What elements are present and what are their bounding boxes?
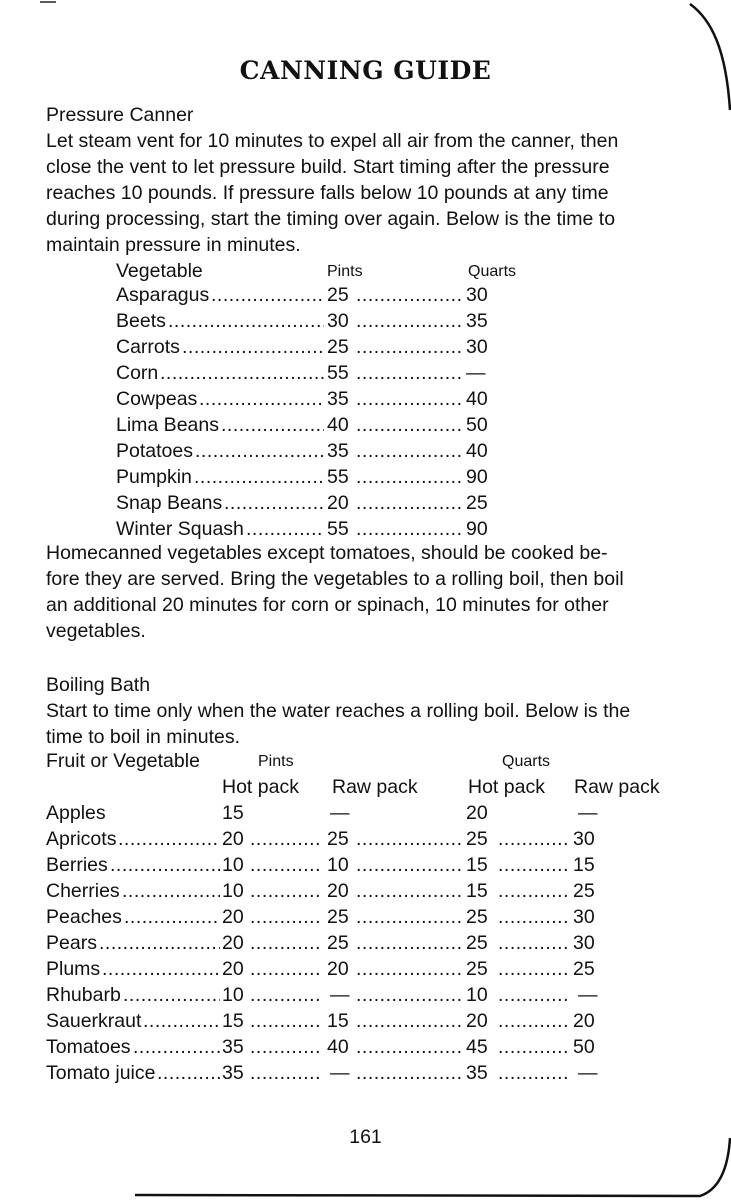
item-name: Pears xyxy=(46,932,97,954)
pints-hot-pack: 20 xyxy=(222,932,244,954)
leader-dots xyxy=(224,490,324,516)
item-name: Peaches xyxy=(46,906,122,928)
table-row xyxy=(0,1008,731,1034)
leader-dots xyxy=(356,360,464,386)
item-name: Plums xyxy=(46,958,101,980)
page-title: CANNING GUIDE xyxy=(239,56,492,85)
leader-dots xyxy=(250,956,320,982)
leader-dots xyxy=(250,878,320,904)
column-header-pints: Pints xyxy=(327,263,363,280)
item-name: Apricots xyxy=(46,828,117,850)
leader-dots xyxy=(356,904,464,930)
page-number: 161 xyxy=(349,1126,382,1148)
pints-hot-pack: 10 xyxy=(222,984,244,1006)
leader-dots xyxy=(182,334,324,360)
leader-dots xyxy=(356,930,464,956)
leader-dots xyxy=(157,1060,220,1086)
instruction-line: Let steam vent for 10 minutes to expel all air from the canner, then xyxy=(46,130,619,152)
quarts-hot-pack: 20 xyxy=(466,802,488,824)
leader-dots xyxy=(211,282,324,308)
note-line: fore they are served. Bring the vegetables to a rolling boil, then boil xyxy=(46,568,624,590)
pints-minutes: 55 xyxy=(327,362,349,384)
instruction-line: time to boil in minutes. xyxy=(46,726,241,748)
pints-hot-pack: 20 xyxy=(222,906,244,928)
instruction-line: close the vent to let pressure build. Start timing after the pressure xyxy=(46,156,610,178)
leader-dots xyxy=(250,1034,320,1060)
table-row xyxy=(0,982,731,1008)
quarts-hot-pack: 15 xyxy=(466,880,488,902)
pints-raw-pack: 25 xyxy=(327,906,349,928)
quarts-minutes: 40 xyxy=(466,440,488,462)
leader-dots xyxy=(160,360,324,386)
table-row xyxy=(0,956,731,982)
quarts-minutes: 30 xyxy=(466,336,488,358)
vegetable-name: Winter Squash xyxy=(116,518,244,540)
leader-dots xyxy=(250,982,320,1008)
pints-hot-pack: 35 xyxy=(222,1036,244,1058)
pints-hot-pack: 10 xyxy=(222,854,244,876)
quarts-hot-pack: 15 xyxy=(466,854,488,876)
vegetable-name: Asparagus xyxy=(116,284,210,306)
quarts-raw-pack: 25 xyxy=(573,958,595,980)
column-header-quarts: Quarts xyxy=(468,263,517,280)
leader-dots xyxy=(356,438,464,464)
pints-minutes: 40 xyxy=(327,414,349,436)
leader-dots xyxy=(356,282,464,308)
quarts-hot-pack: 25 xyxy=(466,958,488,980)
leader-dots xyxy=(250,1060,320,1086)
leader-dots xyxy=(356,308,464,334)
leader-dots xyxy=(498,826,570,852)
leader-dots xyxy=(498,1034,570,1060)
leader-dots xyxy=(250,852,320,878)
quarts-hot-pack: 10 xyxy=(466,984,488,1006)
leader-dots xyxy=(498,852,570,878)
column-header-quarts: Quarts xyxy=(502,753,551,770)
pints-minutes: 55 xyxy=(327,466,349,488)
leader-dots xyxy=(250,826,320,852)
leader-dots xyxy=(194,464,324,490)
pints-minutes: 35 xyxy=(327,388,349,410)
table-row xyxy=(0,490,731,516)
pints-minutes: 35 xyxy=(327,440,349,462)
leader-dots xyxy=(221,412,324,438)
pints-hot-pack: 10 xyxy=(222,880,244,902)
table-row xyxy=(0,1060,731,1086)
leader-dots xyxy=(356,1060,464,1086)
pints-hot-pack: 15 xyxy=(222,1010,244,1032)
pints-raw-pack: 15 xyxy=(327,1010,349,1032)
quarts-minutes: 40 xyxy=(466,388,488,410)
table-row xyxy=(0,930,731,956)
leader-dots xyxy=(498,1008,570,1034)
leader-dots xyxy=(195,438,324,464)
quarts-minutes: 50 xyxy=(466,414,488,436)
table-row xyxy=(0,826,731,852)
leader-dots xyxy=(133,1034,220,1060)
pints-hot-pack: 15 xyxy=(222,802,244,824)
vegetable-name: Carrots xyxy=(116,336,180,358)
column-header-fruit-or-vegetable: Fruit or Vegetable xyxy=(46,750,200,772)
item-name: Tomato juice xyxy=(46,1062,156,1084)
table-row xyxy=(0,800,731,826)
pressure-canner-heading: Pressure Canner xyxy=(46,104,194,126)
pints-raw-pack: 20 xyxy=(327,880,349,902)
leader-dots xyxy=(199,386,324,412)
boiling-bath-heading: Boiling Bath xyxy=(46,674,151,696)
quarts-hot-pack: 35 xyxy=(466,1062,488,1084)
leader-dots xyxy=(356,956,464,982)
table-row xyxy=(0,1034,731,1060)
instruction-line: Start to time only when the water reaches a rolling boil. Below is the xyxy=(46,700,631,722)
leader-dots xyxy=(122,878,220,904)
pints-raw-pack: — xyxy=(330,984,350,1006)
leader-dots xyxy=(246,516,324,542)
vegetable-name: Lima Beans xyxy=(116,414,219,436)
leader-dots xyxy=(250,1008,320,1034)
leader-dots xyxy=(356,1034,464,1060)
instruction-line: maintain pressure in minutes. xyxy=(46,234,301,256)
column-header-pints-hot-pack: Hot pack xyxy=(222,776,299,798)
quarts-hot-pack: 25 xyxy=(466,828,488,850)
leader-dots xyxy=(498,930,570,956)
pints-raw-pack: 40 xyxy=(327,1036,349,1058)
note-line: an additional 20 minutes for corn or spinach, 10 minutes for other xyxy=(46,594,609,616)
vegetable-name: Potatoes xyxy=(116,440,193,462)
table-row xyxy=(0,516,731,542)
leader-dots xyxy=(498,904,570,930)
leader-dots xyxy=(498,982,570,1008)
quarts-minutes: 90 xyxy=(466,518,488,540)
quarts-raw-pack: 30 xyxy=(573,906,595,928)
quarts-hot-pack: 25 xyxy=(466,906,488,928)
leader-dots xyxy=(498,1060,570,1086)
leader-dots xyxy=(102,956,220,982)
table-row xyxy=(0,464,731,490)
pints-hot-pack: 20 xyxy=(222,958,244,980)
table-row xyxy=(0,904,731,930)
column-header-vegetable: Vegetable xyxy=(116,260,203,282)
leader-dots xyxy=(356,1008,464,1034)
leader-dots xyxy=(356,516,464,542)
quarts-raw-pack: 50 xyxy=(573,1036,595,1058)
leader-dots xyxy=(356,826,464,852)
leader-dots xyxy=(356,490,464,516)
quarts-raw-pack: 25 xyxy=(573,880,595,902)
table-row xyxy=(0,878,731,904)
item-name: Cherries xyxy=(46,880,120,902)
leader-dots xyxy=(143,1008,220,1034)
pints-raw-pack: 10 xyxy=(327,854,349,876)
leader-dots xyxy=(250,930,320,956)
note-line: Homecanned vegetables except tomatoes, should be cooked be- xyxy=(46,542,608,564)
leader-dots xyxy=(124,904,220,930)
column-header-quarts-hot-pack: Hot pack xyxy=(468,776,545,798)
table-row xyxy=(0,282,731,308)
table-row xyxy=(0,386,731,412)
pints-raw-pack: — xyxy=(330,1062,350,1084)
pints-minutes: 20 xyxy=(327,492,349,514)
leader-dots xyxy=(99,930,220,956)
leader-dots xyxy=(250,904,320,930)
pints-raw-pack: 25 xyxy=(327,828,349,850)
item-name: Apples xyxy=(46,802,106,824)
quarts-minutes: 25 xyxy=(466,492,488,514)
quarts-hot-pack: 20 xyxy=(466,1010,488,1032)
quarts-raw-pack: — xyxy=(578,802,598,824)
table-row xyxy=(0,334,731,360)
leader-dots xyxy=(118,826,220,852)
leader-dots xyxy=(123,982,220,1008)
note-line: vegetables. xyxy=(46,620,146,642)
leader-dots xyxy=(356,878,464,904)
column-header-quarts-raw-pack: Raw pack xyxy=(574,776,660,798)
quarts-raw-pack: 30 xyxy=(573,828,595,850)
quarts-minutes: 90 xyxy=(466,466,488,488)
quarts-minutes: 35 xyxy=(466,310,488,332)
quarts-hot-pack: 45 xyxy=(466,1036,488,1058)
pints-minutes: 30 xyxy=(327,310,349,332)
pints-minutes: 25 xyxy=(327,336,349,358)
column-header-pints-raw-pack: Raw pack xyxy=(332,776,418,798)
instruction-line: during processing, start the timing over again. Below is the time to xyxy=(46,208,616,230)
leader-dots xyxy=(356,412,464,438)
table-row xyxy=(0,438,731,464)
pints-raw-pack: 25 xyxy=(327,932,349,954)
pints-minutes: 25 xyxy=(327,284,349,306)
leader-dots xyxy=(356,982,464,1008)
leader-dots xyxy=(356,852,464,878)
item-name: Rhubarb xyxy=(46,984,121,1006)
pints-raw-pack: — xyxy=(330,802,350,824)
leader-dots xyxy=(110,852,220,878)
pints-hot-pack: 20 xyxy=(222,828,244,850)
item-name: Berries xyxy=(46,854,108,876)
instruction-line: reaches 10 pounds. If pressure falls below 10 pounds at any time xyxy=(46,182,609,204)
pints-minutes: 55 xyxy=(327,518,349,540)
leader-dots xyxy=(498,956,570,982)
vegetable-name: Pumpkin xyxy=(116,466,192,488)
vegetable-name: Beets xyxy=(116,310,166,332)
vegetable-name: Corn xyxy=(116,362,159,384)
quarts-raw-pack: 20 xyxy=(573,1010,595,1032)
pints-hot-pack: 35 xyxy=(222,1062,244,1084)
vegetable-name: Cowpeas xyxy=(116,388,198,410)
quarts-minutes: 30 xyxy=(466,284,488,306)
quarts-hot-pack: 25 xyxy=(466,932,488,954)
leader-dots xyxy=(498,878,570,904)
quarts-raw-pack: — xyxy=(578,1062,598,1084)
quarts-raw-pack: 30 xyxy=(573,932,595,954)
item-name: Tomatoes xyxy=(46,1036,131,1058)
leader-dots xyxy=(356,386,464,412)
vegetable-name: Snap Beans xyxy=(116,492,223,514)
pints-raw-pack: 20 xyxy=(327,958,349,980)
leader-dots xyxy=(168,308,324,334)
quarts-raw-pack: — xyxy=(578,984,598,1006)
table-row xyxy=(0,852,731,878)
table-row xyxy=(0,308,731,334)
quarts-raw-pack: 15 xyxy=(573,854,595,876)
item-name: Sauerkraut xyxy=(46,1010,142,1032)
table-row xyxy=(0,412,731,438)
leader-dots xyxy=(356,464,464,490)
quarts-minutes: — xyxy=(466,362,486,384)
leader-dots xyxy=(356,334,464,360)
column-header-pints: Pints xyxy=(258,753,294,770)
table-row xyxy=(0,360,731,386)
